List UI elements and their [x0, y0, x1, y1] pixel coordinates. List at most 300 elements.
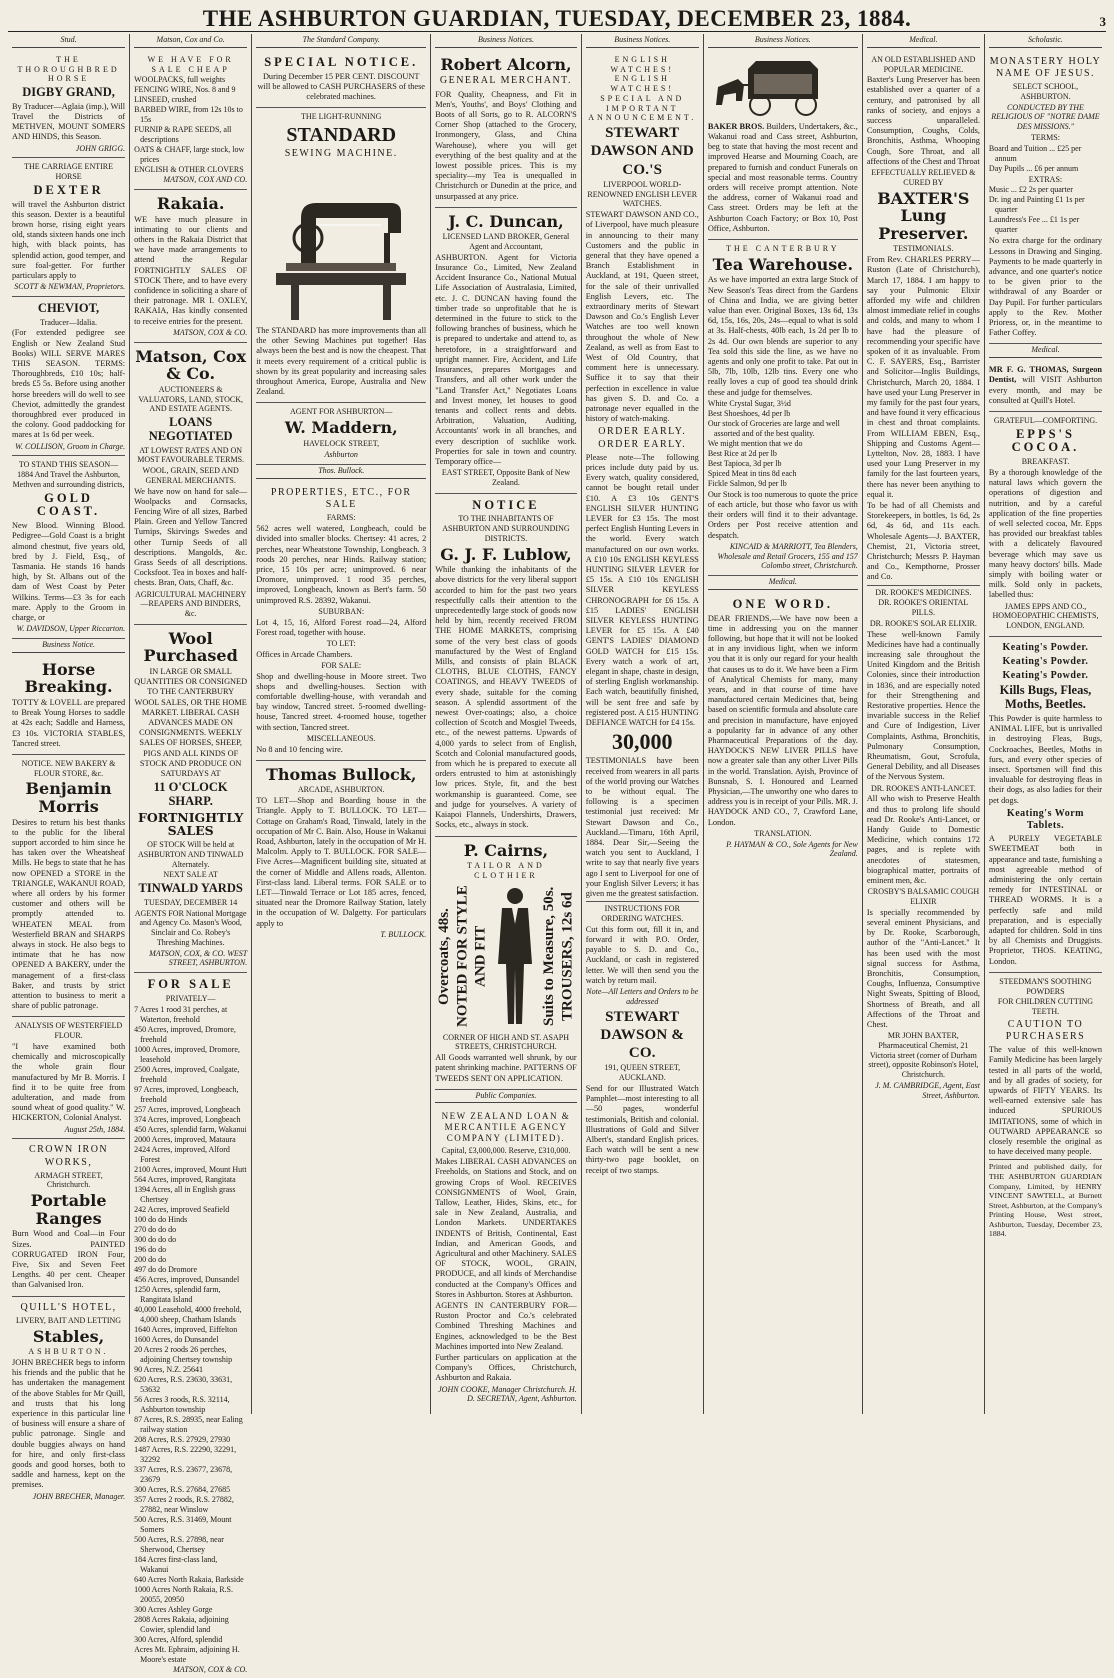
extras-list	[989, 185, 1102, 235]
ad-pretitle: TO STAND THIS SEASON—1884 And Travel the Ashburton, Methven and surrounding districts,	[12, 460, 125, 489]
ad-body: STEWART DAWSON AND CO., of Liverpool, have much pleasure in announcing to their many Customers and the public in general that they have opened a Branch Establishment in Auckland, at 191, Queen street, for the sale of their unrivalled English Levers, etc. The extraordinary merits of Stewart Dawson and Co.'s English Lever Watches are too well known throughout the whole of New Zealand, as well as from East to West of Old Country, that comment here is unnecessary. Suffice it to say that their perfection in excellence in value has given S. D. and Co. a patronage never equalled in the history of watch-making.	[585, 210, 699, 424]
ad-capital: Capital, £3,000,000. Reserve, £310,000.	[441, 1146, 571, 1156]
ad-signature: JOHN BRECHER, Manager.	[32, 1491, 126, 1501]
ad-pretitle: AN OLD ESTABLISHED AND POPULAR MEDICINE.	[871, 54, 976, 74]
ad-monastery-school	[989, 51, 1102, 345]
ad-lublow	[435, 494, 576, 837]
ad-corner: CORNER OF HIGH AND ST. ASAPH STREETS, CHRISTCHURCH.	[442, 1032, 569, 1052]
ad-body	[989, 365, 1102, 406]
list-item: 337 Acres, R.S. 23677, 23678, 23679	[134, 1464, 233, 1484]
list-item: 90 Acres, N.Z. 25641	[134, 1364, 203, 1374]
property-list	[134, 1005, 247, 1665]
list-item: LINSEED, crushed	[134, 95, 197, 105]
ad-body: The STANDARD has more improvements than all the other Sewing Machines put together! Has always been the best and is now the cheapest. That it meets every requirement of a critical public is shown by its great popularity and increasing sales throughout America, Europe, Australia and New Zealand.	[256, 326, 427, 397]
ad-steedman	[989, 973, 1102, 1244]
ad-keating	[989, 637, 1102, 973]
list-item: 1487 Acres, R.S. 22290, 32291, 32292	[134, 1444, 237, 1464]
ad-title: NEW ZEALAND LOAN & MERCANTILE AGENCY COMPANY (LIMITED).	[441, 1111, 571, 1144]
list-item: Best Shoeshoes, 4d per lb	[707, 408, 791, 418]
divider	[586, 901, 699, 902]
ad-body-2: Please note—The following prices include duty paid by us. Every watch, quality considered, cannot be bought retail under £10. A £3 10s GENT'S ENGLISH SILVER HUNTING LEVER for £3 15s. The most perfect English Hunting Levers in the world. Every watch manufactured on our own works. A £10 10s ENGLISH KEYLESS HUNTING SILVER LEVER for £5 15s. A £10 10s ENGLISH SILVER KEYLESS CHRONOGRAPH for £6 15s. A £15 LADIES' ENGLISH SILVER KEYLESS HUNTING LEVER for £5 15s. A £40 GENT'S LADIES' DIAMOND GOLD WATCH for £15 15s. Every watch a work of art, elegant in shape, chaste in design, of sterling English workmanship. Each watch, beautifully finished, will be sent free and safe by registered post. A £15 HUNTING DEFIANCE WATCH for £4 15s.	[585, 452, 699, 728]
ad-instructions: INSTRUCTIONS FOR ORDERING WATCHES.	[601, 904, 684, 924]
list-item: Board and Tuition ... £25 per annum	[988, 143, 1082, 163]
list-item: 564 Acres, improved, Rangitata	[134, 1174, 236, 1184]
ad-time: 11 O'CLOCK SHARP.	[153, 780, 228, 808]
list-item: 300 do do do	[134, 1234, 177, 1244]
masthead-title: THE ASHBURTON GUARDIAN, TUESDAY, DECEMBER 23, 1884.	[202, 6, 912, 31]
ad-title: BAKER BROS.	[707, 121, 765, 131]
ad-effectually: EFFECTUALLY RELIEVED & CURED BY	[871, 168, 976, 187]
ad-standard-sewing	[256, 108, 426, 403]
rooke-solar-elixir: DR. ROOKE'S SOLAR ELIXIR.	[869, 618, 977, 628]
ad-body: During December 15 PER CENT. DISCOUNT will be allowed to CASH PURCHASERS of these celebrated machines.	[257, 71, 425, 101]
ad-title: BAXTER'S Lung Preserver.	[877, 188, 970, 243]
cairns-figure-block	[435, 882, 576, 1032]
ad-address: 191, QUEEN STREET, AUCKLAND.	[604, 1063, 681, 1083]
list-item: 97 Acres, improved, Longbeach, freehold	[134, 1084, 239, 1104]
column-3	[252, 34, 431, 1414]
ad-baker-bros	[708, 51, 858, 240]
ad-title: G. J. F. Lublow,	[440, 544, 572, 564]
ad-body: "I have examined both chemically and microscopically the whole grain flour manufactured by Mr B. Morris. I find it to be quite free from adulteration, and made from sound wheat of good quality." W. HICKERTON, Colonial Analyst.	[12, 1041, 126, 1123]
ad-pretitle: WE HAVE FOR SALE CHEAP	[147, 54, 234, 74]
ad-body: Desires to return his best thanks to the public for the liberal support accorded to him since he has taken over the Wheatsheaf Mills. He begs to state that he has now OPENED a STORE in the TRIANGLE, WAKANUI ROAD, where all orders by his former customer and others will be promptly attended to. WHEATEN MEAL from Westerfield BRAN and SHARPS always in stock. He also begs to intimate that he has now OPENED A BAKERY, under the management of a first-class Baker, and trusts by strict attention to business to merit a share of public patronage.	[12, 817, 126, 1011]
ad-one-word	[708, 593, 858, 863]
ad-body	[708, 122, 858, 234]
list-item: 270 do do do	[134, 1224, 177, 1234]
ad-body-2: Our Stock is too numerous to quote the price of each article, but those who favor us with their orders will find it to their advantage. Orders per Post receive attention and despatch.	[707, 489, 858, 540]
ad-title: Horse Breaking.	[24, 659, 113, 697]
ad-body: DEAR FRIENDS,—We have now been a time in addressing you on the manner following, but hope that it will not be looked at in any invidious light, when we inform you that it is only our regard for your health that causes us to do it. We have been a Firm of Analytical Chemists for many, many years, and in that course of time have manufactured certain Medicines that, being based on scientific formula and absolute care and precision in manufacture, have enjoyed a popularity far in advance of any other Pharmaceutical Preparations of the day. HAYDOCK'S NEW LIVER PILLS have now a greater sale than any other Liver Pills in the world. Translation. Ayish, Province of Bunsnab, S. I. Honoured and Learned Physician,—The unworthy one who dares to address you is in receipt of your Pills. MR. J. HAYDOCK AND CO., 7, Crawford Lane, London.	[707, 613, 858, 827]
ad-body: As we have imported an extra large Stock of New Season's Teas direct from the Gardens of China and India, we are giving better value than ever. Original Boxes, 13s 6d, 13s 6d, 15s, 16s, 20s, 24s—equal to what is sold at 3s. Half-chests, 40lb each, 1s 2d per lb to 2s 4d. Our own blends are superior to any Tea sold this side the line, as we have no agents and only one profit to take. Pat out in 5lb, 7lb, 10lb, 12lb tins. Every one who really loves a cup of good tea should drink these and judge for themselves.	[707, 275, 858, 397]
ad-stewart-dawson	[586, 51, 699, 1181]
ad-benjamin-morris	[12, 755, 125, 1018]
ad-fortnightly-detail: OF STOCK Will be held at ASHBURTON AND TINWALD Alternately.	[137, 840, 244, 869]
ad-signature: W. COLLISON, Groom in Charge.	[15, 441, 126, 451]
ad-body-2: Further particulars on application at the Company's Offices, Christchurch, Ashburton and Rakaia.	[435, 1352, 577, 1383]
ad-body: CONDUCTED BY THE RELIGIOUS OF "NOTRE DAME DES MISSIONS."	[991, 102, 1100, 132]
list-item: Acres Mt. Ephraim, adjoining H. Moore's estate	[134, 1644, 240, 1664]
ad-title: Benjamin Morris	[25, 779, 112, 816]
list-item: 450 Acres, splendid farm, Wakanui	[134, 1124, 247, 1134]
list-item: Best Rice at 2d per lb	[707, 448, 777, 458]
column-4	[431, 34, 581, 1414]
list-item: BARBED WIRE, from 12s 10s to 15s	[134, 105, 243, 125]
ad-body: Burn Wood and Coal—in Four Sizes. PAINTED CORRUGATED IRON Four, Five, Six and Seven Feet Lengths. 40 per cent. Cheaper than Galvanised Iron.	[12, 1229, 126, 1290]
keating-worm: Keating's Worm Tablets.	[1006, 807, 1085, 831]
rooke-medicines: DR. ROOKE'S MEDICINES.	[875, 587, 972, 597]
ad-title: Tea Warehouse.	[712, 254, 854, 274]
ad-signature: KINCAID & MARRIOTT, Tea Blenders, Wholesale and Retail Grocers, 155 and 157 Colombo street, Christchurch.	[717, 541, 858, 571]
divider	[989, 1159, 1102, 1160]
column-heading: Medical.	[867, 34, 980, 48]
ad-subtitle: PRIVATELY—	[165, 993, 216, 1003]
list-item: 1394 Acres, all in English grass Chertsey	[134, 1184, 236, 1204]
ad-notice: NOTICE	[472, 497, 540, 512]
ad-title: DIGBY GRAND,	[22, 85, 115, 99]
ad-body: By a thorough knowledge of the natural laws which govern the operations of digestion and nutrition, and by a careful application of the fine properties of well selected cocoa, Mr. Epps has provided our breakfast tables with a delicately flavoured beverage which may save us many heavy doctors' bills. Made simply with boiling water or milk. Sold only in packets, labelled thus:	[988, 467, 1103, 600]
ad-body: TO LET—Shop and Boarding house in the Triangle. Apply to T. BULLOCK. TO LET—Cottage on Graham's Road, Tinwald, lately in the occupation of Mr C. Bain. Also, House in Wakanui Road, Ashburton, lately in the occupation of Mr H. Malcolm. Apply to T. BULLOCK. FOR SALE—Five Acres—Magnificent building site, situated at the corner of Middle and Allens roads, Allenton. First-class land. Liberal terms. FOR SALE or to LET—Tinwald Terrace or Lot 185 acres, fenced, situated near the Dromore Railway Station, lately in the occupation of W. Dalgetty. For particulars apply to	[256, 796, 427, 928]
column-1	[8, 34, 130, 1501]
list-item: 200 do do	[134, 1254, 167, 1264]
ad-signature: JAMES EPPS AND CO., HOMOEOPATHIC CHEMISTS, LONDON, ENGLAND.	[992, 601, 1099, 631]
ad-date: TUESDAY, DECEMBER 14	[144, 897, 238, 907]
ad-baxter-lung-preserver	[867, 51, 980, 1105]
ad-to-let: TO LET:	[326, 638, 356, 648]
fees-list	[989, 144, 1102, 174]
ad-signature: SCOTT & NEWMAN, Proprietors.	[14, 282, 126, 292]
columns	[8, 34, 1106, 1674]
ad-signature: JOHN COOKE, Manager Christchurch. H. D. SECRETAN, Agent, Ashburton.	[438, 1384, 577, 1404]
list-item: 2808 Acres Rakaia, adjoining Cowier, splendid land	[134, 1614, 229, 1634]
ad-subtitle: GENERAL MERCHANT.	[439, 75, 573, 87]
rooke-anti-lancet: DR. ROOKE'S ANTI-LANCET.	[870, 783, 976, 793]
ad-body-2: From Rev. CHARLES PERRY—Ruston (Late of Christchurch), March 17, 1884. I am happy to say your Pulmonic Elixir afforded my wife and children almost immediate relief in coughs and colds, and many to whom I have had the pleasure of recommending your specific have spoken of it as invaluable. From C. F. SAYERS, Esq., Barrister and Solicitor—Inglis Buildings, Christchurch, March 20, 1884. I have used your Lung Preserver in my family for the past four years, and have found it very efficacious in chest and throat complaints. From WILLIAM EBEN, Esq., Shipping and Customs Agent—Lyttelton, Nov. 28, 1883. I have used your Lung Preserver in my family for the last fourteen years, there has never been anything to equal it.	[866, 255, 980, 499]
ad-title: STANDARD	[286, 123, 397, 146]
ad-order-early: ORDER EARLY. ORDER EARLY.	[598, 426, 687, 450]
list-item: OATS & CHAFF, large stock, low prices	[134, 145, 245, 165]
ad-pretitle: Traducer—Idalia.	[40, 317, 97, 327]
ad-note: Note—All Letters and Orders to be addressed	[586, 987, 699, 1006]
ad-title: MONASTERY HOLY NAME OF JESUS.	[989, 55, 1102, 79]
ad-body: TOTTY & LOVELL are prepared to Break Young Horses to saddle at 42s each; Saddle and Harness, £3 10s. VICTORIA STABLES, Tancred street.	[12, 697, 126, 748]
ad-body: FOR Quality, Cheapness, and Fit in Men's, Youths', and Boys' Clothing and Boots of all Sorts, go to R. ALCORN'S Corner Shop (attached to the Grocery, Ironmongery, Glass, and China Warehouse), where you will get everything of the best quality and at the lowest possible prices. This is my speciality—my Tea is unequalled in Christchurch or Dunedin at the price, and unsurpassed at any price.	[435, 89, 577, 201]
ad-body: ASHBURTON. Agent for Victoria Insurance Co., Limited, New Zealand Accident Insurance Co., National Mutual Life Association of Australasia, Limited, etc. J. C. DUNCAN having found the timber trade so unprofitable that he is determined in the future to stick to the following branches of business, which he is prepared to undertake and attend to, as heretofore, in a straightforward and upright manner. Fire, Accident, and Life Insurances, prepares Mortgages and Transfers, and all other work under the "Land Transfer Act," Negotiates Loans and Invest money, let houses to good tenants and collect rents and debts. Arbitration, Valuation, Auditing, Accountants' work in all branches, and every description of suchlike work. Properties for sale in town and country. Temporary office—	[435, 252, 577, 466]
ad-title: DEXTER	[33, 182, 104, 197]
ad-title: CHEVIOT,	[37, 300, 100, 315]
ad-pretitle: NOTICE. NEW BAKERY & FLOUR STORE, &c.	[21, 758, 116, 778]
ad-title: ONE WORD.	[732, 596, 833, 611]
ad-place: ASHBURTON.	[28, 1347, 109, 1357]
divider	[867, 585, 980, 586]
ad-pretitle: THE CARRIAGE ENTIRE HORSE	[24, 162, 113, 182]
list-item: Best Tapioca, 3d per lb	[707, 458, 782, 468]
list-item: 20 Acres 2 roods 26 perches, adjoining Chertsey township	[134, 1344, 233, 1364]
list-item: Spiced Meat in tins 8d each	[707, 468, 797, 478]
ad-agricultural: AGRICULTURAL MACHINERY—REAPERS AND BINDERS, &c.	[135, 589, 247, 619]
keating-line: Keating's Powder.	[1002, 656, 1089, 668]
ad-rakaia	[134, 190, 247, 343]
ad-quills-hotel	[12, 1297, 125, 1506]
column-heading: Scholastic.	[989, 34, 1102, 48]
ad-title: Matson, Cox & Co.	[135, 346, 247, 384]
list-item: 374 Acres, improved, Longbeach	[134, 1114, 241, 1124]
ad-title: STEWART DAWSON AND CO.'S	[590, 125, 694, 178]
ad-signature: JOHN GRIGG.	[75, 143, 126, 153]
ad-pretitle: QUILL'S HOTEL,	[20, 1301, 117, 1313]
grocery-list	[708, 399, 858, 489]
ad-pretitle: ENGLISH WATCHES! ENGLISH WATCHES! SPECIAL AND IMPORTANT ANNOUNCEMENT.	[588, 54, 697, 123]
ad-body-text: Builders, Undertakers, &c., Wakanui road and Cass street, Ashburton, beg to state that having the most recent and improved Hearse and Mourning Coach, are prepared to furnish and conduct Funerals on special and most reasonable terms. Country orders will receive prompt attention. Note the address, corner of Wakanui road and Cass street. Orders may be left at the Ashburton Coach Factory; or Box 10, Post Office, Ashburton.	[707, 121, 858, 233]
list-item: 300 Acres Ashley Gorge	[134, 1604, 213, 1614]
ad-crown-iron-works	[12, 1139, 125, 1296]
list-item: 87 Acres, R.S. 28935, near Ealing railway station	[134, 1414, 243, 1434]
list-item: 242 Acres, improved Seafield	[134, 1204, 230, 1214]
ad-cheviot	[12, 297, 125, 456]
column-heading: The Standard Company.	[256, 34, 426, 48]
list-item: Our stock of Groceries are large and well assorted and of the best quality.	[707, 418, 840, 438]
ad-body-2: Lot 4, 15, 16, Alford Forest road—24, Alford Forest road, together with house.	[256, 617, 427, 637]
ad-thomas-bullock	[256, 761, 426, 944]
ad-signature: MATSON, COX, & CO. WEST STREET, ASHBURTON.	[149, 948, 248, 968]
keating-kills: Kills Bugs, Fleas, Moths, Beetles.	[999, 683, 1092, 712]
ad-subtitle: SELECT SCHOOL, ASHBURTON.	[1012, 82, 1079, 101]
ad-signature: MATSON, COX & CO.	[173, 327, 248, 337]
ad-pretitle: THE CANTERBURY	[726, 243, 840, 253]
ad-subtitle: TAILOR AND CLOTHIER	[467, 861, 545, 880]
ad-title-2: Portable Ranges	[30, 1191, 107, 1228]
ad-subtitle: FOR CHILDREN CUTTING TEETH.	[997, 997, 1094, 1017]
ad-body: All Goods warranted well shrunk, by our patent shrinking machine. PATTERNS OF TWEEDS SENT ON APPLICATION.	[435, 1053, 577, 1083]
column-7	[863, 34, 985, 1414]
list-item: 500 Acres, R.S. 31469, Mount Somers	[134, 1514, 232, 1534]
ad-body: (For extended pedigree see English or New Zealand Stud Books) WILL SERVE MARES THIS SEASON. TERMS: Thoroughbreds, £10 10s; half-breds £5 5s. Before using another horse breeders will do well to see Cheviot, admittedly the grandest thoroughbred ever produced in the colony. Good paddocking for mares at 1s 6d per week.	[12, 328, 126, 440]
list-item: 1000 Acres, improved, Dromore, leasehold	[134, 1044, 240, 1064]
list-item: 456 Acres, improved, Dunsandel	[134, 1274, 240, 1284]
ad-tinwald: TINWALD YARDS	[138, 881, 243, 896]
ad-title: SPECIAL NOTICE.	[264, 54, 419, 69]
masthead	[8, 6, 1106, 32]
ad-title: J. C. Duncan,	[448, 211, 564, 231]
ad-body-3: TESTIMONIALS have been received from wearers in all parts of the world proving our Watches to be without equal. The following is a specimen testimonial just received: Mr Stewart Dawson and Co., Auckland.—Timaru, 16th April, 1884. Dear Sir,—Seeing the watch you sent to Auckland, I write to say that nearly five years ago I sent to Liverpool for one of your English Silver Levers; it has given me the greatest satisfaction.	[585, 756, 699, 899]
list-item: 300 Acres, R.S. 27684, 27685	[134, 1484, 231, 1494]
ad-title: GOLD COAST.	[36, 490, 101, 519]
ad-nz-loan	[435, 1106, 576, 1408]
column-heading: Business Notices.	[708, 34, 858, 48]
column-5	[582, 34, 704, 1414]
ad-jc-duncan	[435, 208, 576, 494]
ad-body: JOHN BRECHER begs to inform his friends and the public that he has undertaken the management of the above Stables for Mr Quill, and trusts that his long experience in this particular line of business will ensure a share of public patronage. Single and double buggies always on hand for hire, and only first-class goods and good horses, both to saddle and harness, kept on the premises.	[12, 1357, 126, 1490]
ad-extras: EXTRAS:	[1028, 174, 1063, 184]
list-item: Fickle Salmon, 9d per lb	[707, 478, 787, 488]
list-item: 2500 Acres, improved, Coalgate, freehold	[134, 1064, 240, 1084]
list-item: 40,000 Leasehold, 4000 freehold, 4,000 sheep, Chatham Islands	[134, 1304, 242, 1324]
ad-body-4: These well-known Family Medicines have had a continually increasing sale throughout the United Kingdom and the British Colonies, since their introduction in 1836, and are especially noted for their Strengthening and Restorative properties. Hence the invariable success in the Relief and Cure of Indigestion, Liver Complaints, Asthma, Bronchitis, Pulmonary Consumption, Rheumatism, Gout, Scrofula, General Debility, and all Diseases of the Nervous System.	[866, 629, 980, 782]
ad-body-2: A PURELY VEGETABLE SWEETMEAT both in appearance and taste, furnishing a most agreeable method of administering the only certain remedy for INTESTINAL or THREAD WORMS. It is a perfectly safe and mild preparation, and is especially adapted for children. Sold in tins by all Chemists and Druggists. Proprietor, THOS. KEATING, London.	[988, 834, 1103, 966]
ad-digby-grand	[12, 51, 125, 159]
ad-dexter	[12, 158, 125, 297]
ad-agent-maddern	[256, 403, 426, 465]
ad-for-sale-cheap	[134, 51, 247, 190]
list-item: 300 Acres, Alford, splendid	[134, 1634, 223, 1644]
ad-body: We have now on hand for sale—Woolpacks and Cornsacks, Fencing Wire of all sizes, Barbed Plain. Green and Yellow Tancred Turnips, Skirvings Swedes and other Turnip Seeds of all descriptions. Mangolds, &c. Grass Seeds of all descriptions. Cocksfoot. Tea in boxes and half-chests. Bran, Oats, Chaff, &c.	[134, 486, 248, 588]
sewing-machine-illustration	[256, 163, 426, 323]
ad-misc: MISCELLANEOUS.	[306, 733, 376, 743]
section-heading: Thos. Bullock.	[256, 465, 426, 479]
list-item: 7 Acres 1 rood 31 perches, at Waterton, freehold	[134, 1004, 228, 1024]
ad-properties-bullock	[256, 482, 426, 761]
ad-for-sale: FOR SALE:	[321, 660, 362, 670]
ad-body: Baxter's Lung Preserver has been established over a quarter of a century, and patronised by all ranks of society, and enjoys a success unparalleled. Consumption, Coughs, Colds, Bronchitis, Asthma, Whooping Cough, Sore Throat, and all affections of the Chest and Throat	[866, 75, 980, 166]
list-item: 2100 Acres, improved, Mount Hutt	[134, 1164, 247, 1174]
ad-wool-purchased	[134, 625, 247, 973]
ad-title: Wool Purchased	[143, 628, 238, 666]
ad-properties-for-sale	[134, 973, 247, 1678]
page-number: 3	[1099, 14, 1106, 29]
list-item: 2424 Acres, improved, Alford Forest	[134, 1144, 230, 1164]
ad-signature: T. BULLOCK.	[380, 929, 427, 939]
ad-title: W. Maddern,	[284, 418, 398, 438]
ad-body: will travel the Ashburton district this season. Dexter is a beautiful brown horse, rising eight years old, stands sixteen hands one inch high, with black points, has splendid action, good temper, and sure foal-getter. For further particulars apply to	[12, 199, 126, 280]
list-item: 56 Acres 3 roods, R.S. 32114, Ashburton township	[134, 1394, 230, 1414]
ad-p-cairns	[435, 837, 576, 1090]
keating-line: Keating's Powder.	[1002, 670, 1089, 682]
ad-robert-alcorn	[435, 51, 576, 208]
ad-suburban: SUBURBAN:	[318, 606, 365, 616]
section-heading: Medical.	[989, 344, 1102, 358]
ad-testimonials: TESTIMONIALS.	[893, 244, 954, 254]
ad-signature: MATSON, COX AND CO.	[163, 175, 248, 185]
list-item: 257 Acres, improved, Longbeach	[134, 1104, 241, 1114]
ad-pretitle: GRATEFUL—COMFORTING.	[993, 415, 1098, 425]
ad-notice-body: TO THE INHABITANTS OF ASHBURTON AND SURROUNDING DISTRICTS.	[442, 514, 570, 543]
ad-agents: AGENTS IN CANTERBURY FOR—Ruston Proctor and Co.'s celebrated Combined Threshing Machines and Engines, acknowledged to be the Best Machines imported into New Zealand.	[435, 1300, 577, 1351]
column-heading: Stud.	[12, 34, 125, 48]
ad-body: IN LARGE OR SMALL QUANTITIES OR CONSIGNED TO THE CANTERBURY WOOL SALES, OR THE HOME MARKET. LIBERAL CASH ADVANCES MADE ON CONSIGNMENTS. WEEKLY SALES OF HORSES, SHEEP, PIGS AND ALL KINDS OF STOCK AND PRODUCE ON SATURDAYS AT	[134, 666, 248, 779]
list-item: 620 Acres, R.S. 23630, 33631, 53632	[134, 1374, 233, 1394]
ad-signature: W. DAVIDSON, Upper Riccarton.	[16, 624, 126, 634]
ad-title-2: STEWART DAWSON & CO.	[600, 1008, 685, 1062]
list-item: 1600 Acres, do Dunsandel	[134, 1334, 219, 1344]
ad-title: PROPERTIES, ETC., FOR SALE	[270, 487, 412, 511]
ad-subtitle: BREAKFAST.	[1021, 457, 1070, 467]
list-item: 357 Acres 2 roods, R.S. 27882, 27882, near Winslow	[134, 1494, 234, 1514]
list-item: FURNIP & RAPE SEEDS, all descriptions	[134, 125, 232, 145]
list-item: 500 Acres, R.S. 27898, near Sherwood, Chertsey	[134, 1534, 224, 1554]
column-heading: Business Notices.	[586, 34, 699, 48]
ad-body-2: No extra charge for the ordinary Lessons in Drawing and Singing. Payments to be made quarterly in advance, and one quarter's notice to be given prior to the withdrawal of any Boarder or Day Pupil. For further particulars apply to the Rev. Mother Prioress, or, in the meantime to Father Coffey.	[988, 236, 1103, 338]
column-heading: Business Notices.	[435, 34, 576, 48]
ad-signature: MR JOHN BAXTER, Pharmaceutical Chemist, 21 Victoria street (corner of Durham street), opposite Robinson's Hotel, Christchurch.	[868, 1031, 979, 1080]
list-item: 450 Acres, improved, Dromore, freehold	[134, 1024, 236, 1044]
ad-body-5: No 8 and 10 fencing wire.	[256, 744, 343, 754]
ad-flour-analysis	[12, 1017, 125, 1139]
ad-signature-2: J. M. CAMBRIDGE, Agent, East Street, Ashburton.	[875, 1080, 980, 1100]
ad-body: By Traducer—Aglaia (imp.), Will Travel the Districts of METHVEN, MOUNT SOMERS AND HINDS, this Season.	[12, 101, 126, 142]
ad-title: Rakaia.	[156, 194, 225, 213]
ad-title: P. Cairns,	[463, 840, 549, 860]
ad-title: MR F. G. THOMAS, Surgeon Dentist,	[988, 365, 1103, 385]
hearse-illustration	[708, 57, 858, 119]
crosby-elixir: CROSBY'S BALSAMIC COUGH ELIXIR	[867, 887, 980, 906]
column-8	[985, 34, 1106, 1414]
ad-title: Thomas Bullock,	[265, 764, 417, 784]
ad-fortnightly: FORTNIGHTLY SALES	[138, 809, 244, 839]
ad-subtitle: TRANSLATION.	[754, 828, 812, 838]
column-6	[704, 34, 863, 1414]
ad-body-5: All who wish to Preserve Health and thus to prolong life should read Dr. Rooke's Anti-Lancet, or Handy Guide to Domestic Medicine, which contains 172 pages, and is replete with anecdotes of statesmen, biographical matter, portraits of eminent men, &c.	[866, 794, 980, 886]
section-heading: Business Notice.	[12, 639, 125, 653]
list-item: 184 Acres first-class land, Wakanui	[134, 1554, 218, 1574]
ad-wool-grain: WOOL, GRAIN, SEED AND GENERAL MERCHANTS.	[142, 466, 239, 485]
ad-body-4: Cut this form out, fill it in, and forward it with P.O. Order, payable to S. D. and Co., Auckland, or cash in registered letter. We will then send you the watch by return mail.	[585, 924, 699, 985]
list-item: Day Pupils ... £6 per annum	[988, 163, 1079, 173]
list-item: 640 Acres North Rakaia, Barkside	[134, 1574, 244, 1584]
ad-body-3: To be had of all Chemists and Storekeepers, in bottles, 1s 6d, 2s 6d, 4s 6d, and 11s each. Wholesale Agents—J. BAXTER, Chemist, 21, Victoria street, Christchurch; Messrs P. Hayman and Co., Kempthorne, Prosser and Co.	[866, 500, 980, 582]
suits-vertical-text: Suits to Measure, 50s. TROUSERS, 12s 6d	[541, 886, 576, 1027]
ad-body: While thanking the inhabitants of the above districts for the very liberal support accorded to him for the past two years respectfully calls their attention to the unprecedentedly large stock of goods now held by him, recently received FROM THE HOME MARKETS, comprising some of the very best class of goods manufactured by the West of England Mills, and consists of plain BLACK CLOTHS, BLUE CLOTHS, FANCY COATINGS, and HEAVY TWEEDS of every shade, suitable for the coming season. A splendid assortment of the newest Over-coatings; also, a choice collection of Scotch and Mosgiel Tweeds, etc., of the newest patterns. Upwards of 4,000 yards to select from of English, Scotch and Colonial manufactured goods, from which he is prepared to execute all orders entrusted to him at astonishingly low prices. Style, fit, and the best workmanship is guaranteed. Come, see and judge for yourselves. A variety of Kaiapoi Flannels, Undershirts, Drawers, Socks, etc., always in stock.	[435, 565, 577, 830]
tailored-man-illustration	[490, 884, 540, 1029]
ad-next-sale: NEXT SALE AT	[163, 870, 218, 880]
ad-place: Ashburton	[324, 449, 358, 459]
ad-thomas-dentist	[989, 361, 1102, 412]
ad-body-text: will VISIT Ashburton every month, and may be consulted at Quill's Hotel.	[988, 375, 1103, 405]
ad-subtitle: HAVELOCK STREET,	[303, 438, 380, 448]
ad-body: New Blood. Winning Blood. Pedigree—Gold Coast is a bright almond chestnut, five years old, bred by J. Field, Esq., of Tasmania. He stands 16 hands high, by St. Albans out of the dam of West Coast by Peter Wilkins. Terms—£3 3s for each mare. Apply to the Groom in charge, or	[12, 521, 126, 622]
ad-farms: FARMS:	[326, 513, 356, 523]
ad-subtitle: ARCADE, ASHBURTON.	[297, 785, 385, 795]
product-list	[134, 75, 247, 175]
ad-signature: MATSON, COX & CO.	[173, 1664, 248, 1674]
ad-body-6: Is specially recommended by several eminent Physicians, and by Dr. Rooke, Scarborough, author of the "Anti-Lancet." It has been used with the most signal success for Asthma, Bronchitis, Consumption, Coughs, Influenza, Consumptive Night Sweats, Spitting of Blood, Shortness of Breath, and all Affections of the Throat and Chest.	[866, 907, 980, 1029]
ad-body: Makes LIBERAL CASH ADVANCES on Freeholds, on Stations and Stock, and on growing Crops of Wool. RECEIVES CONSIGNMENTS of Wool, Grain, Tallow, Leather, Hides, Skins, etc., for sale in New Zealand, Australia, and London Markets. UNDERTAKES INDENTS of British, Continental, East Indian, and American Goods, and Agricultural and other Machinery. SALES OF STOCK, WOOL, GRAIN, PRODUCE, and all kinds of Merchandise conducted at the Company's Offices and Stores in Ashburton. Stores at Ashburton.	[435, 1157, 577, 1299]
ad-pretitle: THE THOROUGHBRED HORSE	[17, 54, 120, 84]
printer-imprint: Printed and published daily, for THE ASHBURTON GUARDIAN Company, Limited, by HENRY VINCENT SAWTELL, at Burnett Street, Ashburton, at the Company's Printing House, West street, Ashburton, Tuesday, December 23, 1884.	[988, 1162, 1103, 1239]
ad-loans-terms: AT LOWEST RATES AND ON MOST FAVOURABLE TERMS.	[137, 445, 245, 465]
list-item: Dr. ing and Painting £1 1s per quarter	[988, 195, 1085, 215]
ad-subtitle: LIVERPOOL WORLD-RENOWNED ENGLISH LEVER WATCHES.	[587, 179, 698, 209]
ad-title: CROWN IRON WORKS,	[28, 1144, 109, 1168]
list-item: FENCING WIRE, Nos. 8 and 9	[134, 85, 236, 95]
list-item: 1250 Acres, splendid farm, Rangitata Island	[134, 1284, 221, 1304]
testimonial-count: 30,000	[612, 729, 673, 755]
section-heading: Medical.	[708, 576, 858, 590]
ad-caution: CAUTION TO PURCHASERS	[1005, 1018, 1086, 1042]
ad-title: Robert Alcorn,	[440, 54, 572, 74]
ad-special-notice	[256, 51, 426, 108]
ad-pretitle: AGENT FOR ASHBURTON—	[290, 407, 393, 417]
ad-title: EPPS'S COCOA.	[1011, 426, 1080, 455]
ad-signature: August 25th, 1884.	[64, 1124, 126, 1134]
ad-horse-breaking	[12, 656, 125, 755]
ad-title: FOR SALE	[147, 977, 234, 992]
ad-pretitle: THE LIGHT-RUNNING	[301, 112, 382, 122]
ad-subtitle: AUCTIONEERS & VALUATORS, LAND, STOCK, AND ESTATE AGENTS.	[138, 384, 243, 414]
ad-body: 562 acres well watered, Longbeach, could be divided into smaller blocks. Chertsey: 41 acres, 2 perches, near Wheatstone Township, Longbeach. 3 roods 20 perches, near Hinds. Railway station; price, 15 10s per acre; unimproved. 6 near Dromore, unimproved. 1 rood 35 perches, improved, Longbeach, known as Bert's farm. 50 unimproved R.S. 28392, Wakanui.	[256, 524, 427, 605]
ad-body-3: Offices in Arcade Chambers.	[256, 649, 353, 659]
ad-terms: TERMS:	[1031, 132, 1060, 142]
column-heading: Matson, Cox and Co.	[134, 34, 247, 48]
list-item: 1640 Acres, improved, Eiffelton	[134, 1324, 238, 1334]
list-item: 1000 Acres North Rakaia, R.S. 20055, 20950	[134, 1584, 233, 1604]
ad-body-5: Send for our Illustrated Watch Pamphlet—most interesting to all—50 pages, wonderful testimonials, British and colonial. Illustrations of Gold and Silver Albert's, standard English prices. Each watch will be sent a new thirty-two page booklet, on receipt of two stamps.	[585, 1083, 699, 1175]
keating-line: Keating's Powder.	[1002, 641, 1089, 653]
ad-body: This Powder is quite harmless to ANIMAL LIFE, but is unrivalled in destroying Fleas, Bugs, Cockroaches, Beetles, Moths in furs, and every other species of insect. Sportsmen will find this invaluable for destroying fleas in their dogs, as also ladies for their pet dogs.	[988, 713, 1103, 805]
list-item: Laundress's Fee ... £1 1s per quarter	[988, 215, 1080, 235]
ad-place: EAST STREET, Opposite Bank of New Zealand.	[441, 468, 571, 487]
list-item: WOOLPACKS, full weights	[134, 75, 226, 85]
ad-tea-warehouse	[708, 240, 858, 576]
ad-agents: AGENTS FOR National Mortgage and Agency Co. Mason's Wood, Sinclair and Co. Robey's Threshing Machines.	[134, 908, 247, 947]
ad-epps-cocoa	[989, 412, 1102, 637]
ad-body-4: Shop and dwelling-house in Moore street. Two shops and dwelling-houses. Section with comfortable dwelling-house, with verandah and bay window, Tancred street. 5-roomed dwelling-house, Tancred street. 4-roomed house, together with section, Tancred street.	[256, 671, 427, 732]
ad-subtitle: LICENSED LAND BROKER, General Agent and Accountant,	[442, 232, 570, 252]
overcoats-vertical-text: Overcoats, 48s. NOTED FOR STYLE AND FIT	[436, 885, 489, 1028]
list-item: 2000 Acres, improved, Mataura	[134, 1134, 236, 1144]
section-heading: Public Companies.	[435, 1090, 576, 1104]
ad-title: STEEDMAN'S SOOTHING POWDERS	[999, 976, 1092, 996]
ad-subtitle: LIVERY, BAIT AND LETTING	[16, 1315, 122, 1325]
ad-body: The value of this well-known Family Medicine has been largely tested in all parts of the world, and by all grades of society, for upwards of FIFTY YEARS. Its well-earned extensive sale has induced SPURIOUS IMITATIONS, some of which in OUTWARD APPEARANCE so closely resemble the original as to have deceived many people.	[988, 1045, 1103, 1157]
ad-gold-coast	[12, 456, 125, 639]
ad-signature: P. HAYMAN & CO., Sole Agents for New Zealand.	[726, 839, 858, 859]
ad-body: WE have much pleasure in intimating to our clients and others in the Rakaia District that we have made arrangements to attend the Regular FORTNIGHTLY SALES OF STOCK There, and to have every confidence in soliciting a share of their patronage. MR I. OXLEY, RAKAIA, Has kindly consented to receive entries for the present.	[134, 214, 248, 326]
ad-subtitle: SEWING MACHINE.	[284, 147, 398, 159]
ad-subtitle: ARMAGH STREET, Christchurch.	[34, 1170, 103, 1190]
ad-loans: LOANS NEGOTIATED	[148, 415, 233, 443]
list-item: ENGLISH & OTHER CLOVERS	[134, 165, 244, 175]
ad-matson-cox	[134, 343, 247, 625]
